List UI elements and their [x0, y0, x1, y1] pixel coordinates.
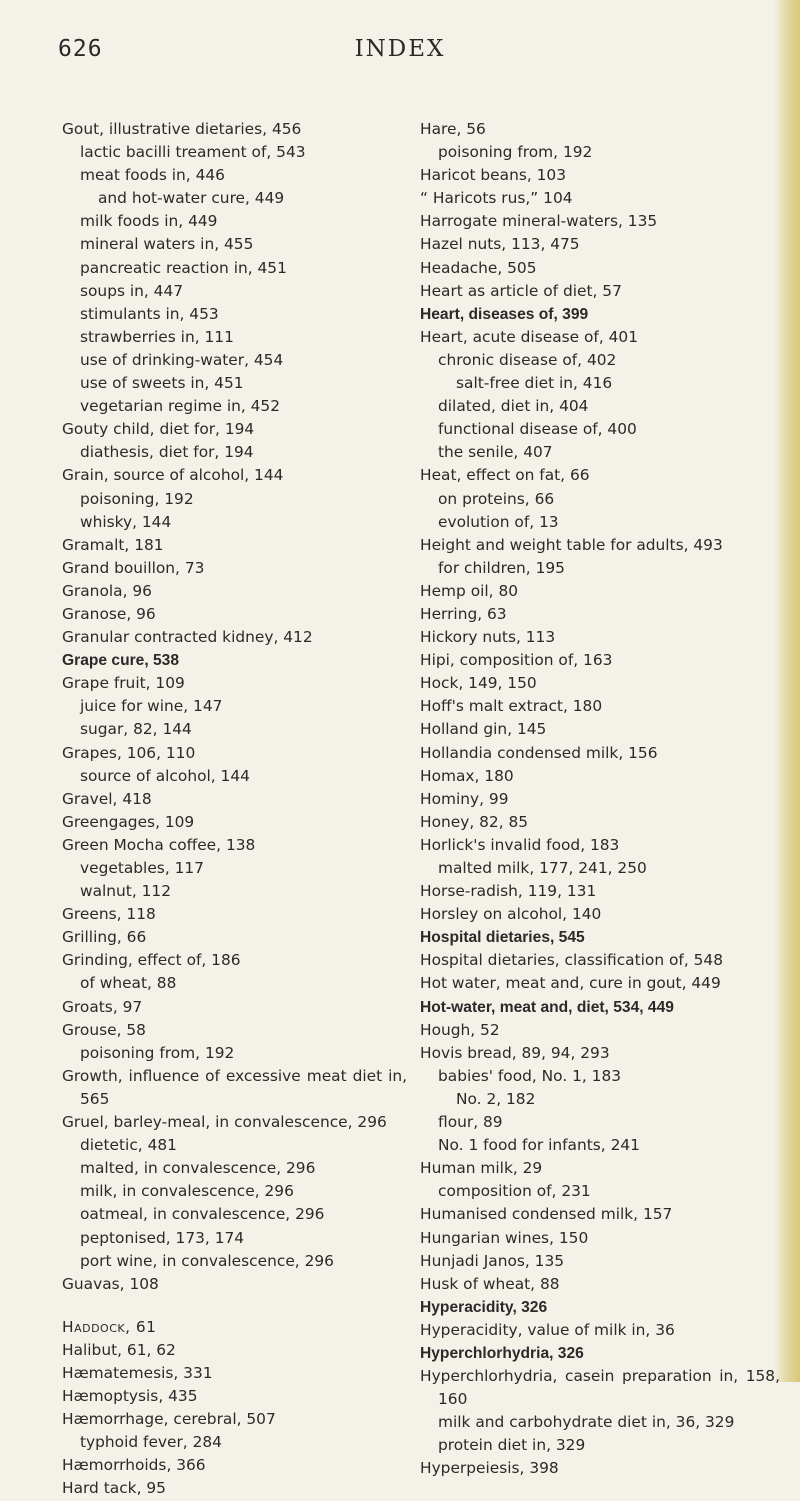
- index-entry: Green Mocha coffee, 138: [62, 835, 256, 854]
- index-entry: Heart, diseases of, 399: [420, 305, 589, 323]
- index-entry: Harrogate mineral-waters, 135: [420, 212, 658, 231]
- page-title: INDEX: [354, 36, 446, 62]
- index-column-left: [62, 118, 407, 1501]
- index-entry: of wheat, 88: [80, 974, 177, 993]
- index-entry: milk foods in, 449: [80, 212, 218, 231]
- index-entry: Horlick's invalid food, 183: [420, 835, 620, 854]
- index-entry: Hæmoptysis, 435: [62, 1387, 198, 1406]
- index-entry: on proteins, 66: [438, 489, 555, 508]
- index-entry: Granose, 96: [62, 604, 156, 623]
- index-entry: juice for wine, 147: [80, 697, 223, 716]
- index-entry: Growth, influence of excessive meat diet in, 565: [62, 1066, 407, 1108]
- index-entry: Gravel, 418: [62, 789, 152, 808]
- index-entry: Herring, 63: [420, 604, 507, 623]
- index-entry: Hospital dietaries, classification of, 548: [420, 951, 723, 970]
- index-entry: Grain, source of alcohol, 144: [62, 466, 284, 485]
- index-entry: poisoning, 192: [80, 489, 194, 508]
- index-entry: meat foods in, 446: [80, 166, 225, 185]
- index-entry: Hæmorrhage, cerebral, 507: [62, 1410, 276, 1429]
- index-entry: Heat, effect on fat, 66: [420, 466, 590, 485]
- index-entry: Grapes, 106, 110: [62, 743, 196, 762]
- index-entry: Hoff's malt extract, 180: [420, 697, 603, 716]
- index-entry: use of sweets in, 451: [80, 374, 244, 393]
- index-entry: peptonised, 173, 174: [80, 1228, 245, 1247]
- index-entry: Hazel nuts, 113, 475: [420, 235, 580, 254]
- index-entry: Grouse, 58: [62, 1020, 146, 1039]
- page-number: 626: [58, 36, 103, 62]
- index-entry: and hot-water cure, 449: [98, 189, 285, 208]
- index-entry: Grape cure, 538: [62, 652, 180, 670]
- index-entry: for children, 195: [438, 558, 565, 577]
- index-entry: Horsley on alcohol, 140: [420, 905, 602, 924]
- index-entry: Hyperchlorhydria, 326: [420, 1344, 584, 1362]
- index-entry: diathesis, diet for, 194: [80, 443, 254, 462]
- index-entry: Husk of wheat, 88: [420, 1274, 560, 1293]
- index-entry: malted milk, 177, 241, 250: [438, 859, 647, 877]
- index-entry: Hunjadi Janos, 135: [420, 1251, 565, 1270]
- index-entry: Heart, acute disease of, 401: [420, 327, 639, 346]
- index-entry: Hyperacidity, value of milk in, 36: [420, 1320, 675, 1339]
- index-entry: oatmeal, in convalescence, 296: [80, 1205, 325, 1224]
- index-column-right: [420, 118, 780, 1481]
- index-entry: functional disease of, 400: [438, 420, 637, 439]
- index-entry: Humanised condensed milk, 157: [420, 1205, 673, 1224]
- index-entry: Hough, 52: [420, 1020, 500, 1039]
- index-entry: Greens, 118: [62, 905, 156, 924]
- index-entry: No. 1 food for infants, 241: [438, 1136, 640, 1155]
- index-entry: Haddock, 61: [62, 1317, 157, 1336]
- index-entry: Honey, 82, 85: [420, 812, 529, 831]
- index-entry: vegetarian regime in, 452: [80, 397, 281, 416]
- index-entry: Gouty child, diet for, 194: [62, 420, 255, 439]
- index-entry: walnut, 112: [80, 882, 171, 901]
- index-entry: babies' food, No. 1, 183: [438, 1066, 622, 1085]
- index-entry: whisky, 144: [80, 512, 172, 531]
- index-entry: Haricot beans, 103: [420, 166, 567, 185]
- index-entry: Granular contracted kidney, 412: [62, 628, 313, 647]
- index-entry: No. 2, 182: [456, 1089, 536, 1108]
- page-header: [0, 36, 800, 76]
- index-entry: the senile, 407: [438, 443, 553, 462]
- index-entry: Granola, 96: [62, 581, 152, 600]
- index-entry: Hipi, composition of, 163: [420, 651, 613, 670]
- index-entry: Hard tack, 95: [62, 1479, 166, 1498]
- index-entry: Headache, 505: [420, 258, 537, 277]
- index-entry: Hollandia condensed milk, 156: [420, 743, 658, 762]
- index-entry: Grape fruit, 109: [62, 674, 185, 693]
- index-entry: dietetic, 481: [80, 1136, 177, 1155]
- index-entry: Homax, 180: [420, 766, 514, 785]
- index-entry: Hot water, meat and, cure in gout, 449: [420, 974, 721, 993]
- index-entry: soups in, 447: [80, 281, 184, 300]
- index-entry: Hock, 149, 150: [420, 674, 537, 693]
- index-entry: Hemp oil, 80: [420, 581, 519, 600]
- index-entry: Hovis bread, 89, 94, 293: [420, 1043, 610, 1062]
- index-entry: Heart as article of diet, 57: [420, 281, 622, 300]
- index-entry: Hominy, 99: [420, 789, 509, 808]
- index-entry: strawberries in, 111: [80, 327, 234, 346]
- index-entry: lactic bacilli treament of, 543: [80, 143, 306, 162]
- index-entry: Guavas, 108: [62, 1274, 159, 1293]
- index-entry: poisoning from, 192: [80, 1043, 235, 1062]
- index-entry: Hungarian wines, 150: [420, 1228, 589, 1247]
- index-entry: chronic disease of, 402: [438, 350, 617, 369]
- index-entry: typhoid fever, 284: [80, 1433, 222, 1452]
- index-entry: Gramalt, 181: [62, 535, 164, 554]
- index-entry: Greengages, 109: [62, 812, 195, 831]
- index-entry: milk and carbohydrate diet in, 36, 329: [438, 1413, 735, 1432]
- index-entry: Holland gin, 145: [420, 720, 547, 739]
- index-entry: Human milk, 29: [420, 1159, 543, 1178]
- index-entry: Hyperpeiesis, 398: [420, 1459, 559, 1478]
- index-entry: dilated, diet in, 404: [438, 397, 589, 416]
- index-entry: port wine, in convalescence, 296: [80, 1251, 334, 1270]
- index-entry: stimulants in, 453: [80, 304, 219, 323]
- index-entry: malted, in convalescence, 296: [80, 1159, 316, 1178]
- index-entry: salt-free diet in, 416: [456, 374, 613, 393]
- index-entry: Grilling, 66: [62, 928, 147, 947]
- index-entry: “ Haricots rus,” 104: [420, 189, 573, 208]
- index-entry: source of alcohol, 144: [80, 766, 250, 785]
- index-entry: Grinding, effect of, 186: [62, 951, 241, 970]
- index-entry: Halibut, 61, 62: [62, 1340, 176, 1359]
- index-entry: Hare, 56: [420, 120, 486, 138]
- index-entry: Hospital dietaries, 545: [420, 929, 585, 947]
- index-entry: sugar, 82, 144: [80, 720, 192, 739]
- index-entry: vegetables, 117: [80, 859, 204, 877]
- index-entry: Grand bouillon, 73: [62, 558, 205, 577]
- index-entry: Hyperacidity, 326: [420, 1298, 548, 1316]
- index-entry: Hyperchlorhydria, casein preparation in, 158, 160: [420, 1367, 780, 1409]
- index-entry: use of drinking-water, 454: [80, 350, 284, 369]
- index-entry: protein diet in, 329: [438, 1436, 586, 1455]
- index-entry: Hæmorrhoids, 366: [62, 1456, 206, 1475]
- index-entry: evolution of, 13: [438, 512, 559, 531]
- index-entry: Groats, 97: [62, 997, 143, 1016]
- index-entry: poisoning from, 192: [438, 143, 593, 162]
- index-entry: flour, 89: [438, 1113, 503, 1132]
- index-entry: Horse-radish, 119, 131: [420, 882, 597, 901]
- index-entry: Hæmatemesis, 331: [62, 1363, 213, 1382]
- index-entry: Hot-water, meat and, diet, 534, 449: [420, 998, 674, 1016]
- index-entry: mineral waters in, 455: [80, 235, 254, 254]
- index-entry: Height and weight table for adults, 493: [420, 535, 723, 554]
- index-entry: milk, in convalescence, 296: [80, 1182, 294, 1201]
- index-entry: Gout, illustrative dietaries, 456: [62, 120, 302, 138]
- index-entry: Hickory nuts, 113: [420, 628, 556, 647]
- index-entry: composition of, 231: [438, 1182, 591, 1201]
- index-entry: Gruel, barley-meal, in convalescence, 296: [62, 1113, 387, 1132]
- index-entry: pancreatic reaction in, 451: [80, 258, 287, 277]
